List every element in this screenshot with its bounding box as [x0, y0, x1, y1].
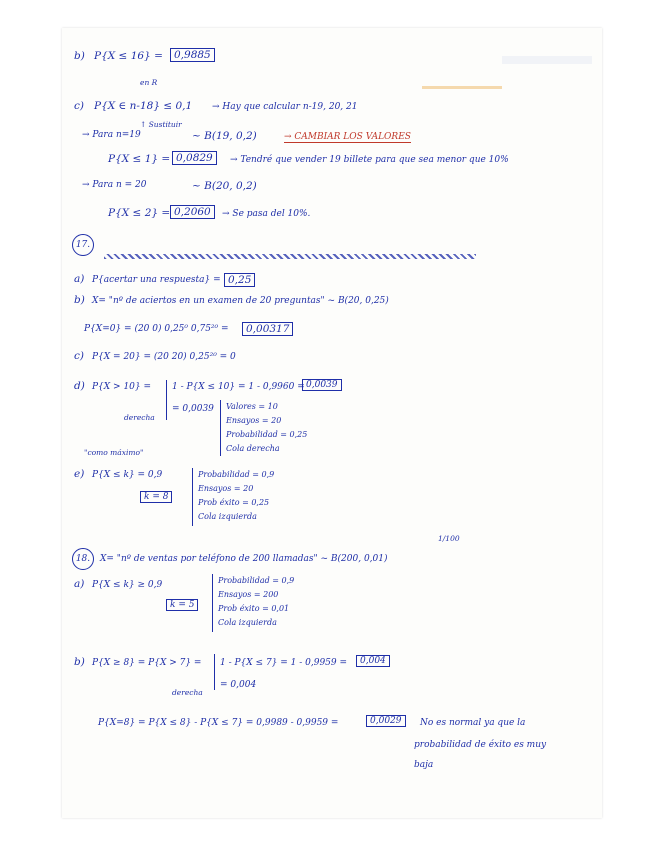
c-sustituir: ↑ Sustituir — [140, 120, 182, 129]
p17-d-quote: "como máximo" — [84, 448, 144, 457]
problem-18-number: 18. — [72, 548, 94, 570]
p17-e-prop-ensayos: Ensayos = 20 — [198, 484, 254, 493]
p18-last-answer: 0,0029 — [366, 715, 406, 727]
notebook-page — [62, 28, 602, 818]
p18-a-label: a) — [74, 578, 85, 590]
p18-a-prop-exito: Prob éxito = 0,01 — [218, 604, 290, 613]
c-equation3: P{X ≤ 2} = — [108, 207, 171, 219]
c-note3: → Se pasa del 10%. — [222, 209, 311, 219]
crossed-out-heading — [104, 254, 476, 259]
p17-d-derecha: derecha — [124, 413, 155, 422]
b-note: en R — [140, 78, 158, 87]
p17-e-prop-probabilidad: Probabilidad = 0,9 — [198, 470, 275, 479]
p18-a-props-brace — [212, 574, 213, 632]
p18-b-alt: = 0,004 — [220, 680, 257, 690]
p17-b-label: b) — [74, 294, 85, 306]
p17-e-properties — [198, 468, 274, 524]
c-arrow-note: → Hay que calcular n-19, 20, 21 — [212, 102, 358, 112]
p18-b-middle: 1 - P{X ≤ 7} = 1 - 0,9959 = — [220, 658, 348, 668]
p17-d-brace — [166, 380, 167, 420]
p17-d-alt: = 0,0039 — [172, 404, 214, 414]
p18-note-line1: No es normal ya que la — [420, 718, 526, 728]
p17-b-answer: 0,00317 — [242, 322, 293, 336]
c-line2: → Para n=19 — [82, 130, 141, 140]
c-cambiar: → CAMBIAR LOS VALORES — [284, 132, 411, 142]
p17-d-equation: P{X > 10} = — [92, 382, 152, 392]
c-answer2: 0,0829 — [172, 151, 217, 165]
c-distribution3: ~ B(20, 0,2) — [192, 180, 257, 192]
p17-d-middle: 1 - P{X ≤ 10} = 1 - 0,9960 = — [172, 382, 305, 392]
c-answer3: 0,2060 — [170, 205, 215, 219]
p18-b-label: b) — [74, 656, 85, 668]
p18-a-prop-probabilidad: Probabilidad = 0,9 — [218, 576, 295, 585]
p18-b-equation: P{X ≥ 8} = P{X > 7} = — [92, 658, 202, 668]
c-note2: → Tendré que vender 19 billete para que sea menor que 10% — [230, 155, 509, 165]
c-equation: P{X ∈ n-18} ≤ 0,1 — [94, 100, 193, 112]
p18-a-k: k = 5 — [166, 599, 198, 611]
p18-note-line3: baja — [414, 760, 434, 770]
p17-b-equation: P{X=0} = (20 0) 0,25⁰ 0,75²⁰ = — [84, 324, 229, 334]
p18-b-brace — [214, 654, 215, 690]
p18-a-prop-cola: Cola izquierda — [218, 618, 277, 627]
p17-d-answer: 0,0039 — [302, 379, 342, 391]
p18-a-equation: P{X ≤ k} ≥ 0,9 — [92, 580, 163, 590]
p17-a-equation: P{acertar una respuesta} = — [92, 275, 221, 285]
p17-e-prop-exito: Prob éxito = 0,25 — [198, 498, 270, 507]
c-label: c) — [74, 100, 84, 112]
p17-d-prop-ensayos: Ensayos = 20 — [226, 416, 282, 425]
bleed-through-text — [502, 56, 592, 64]
problem-17-number: 17. — [72, 234, 94, 256]
p17-a-answer: 0,25 — [224, 273, 255, 287]
p17-a-label: a) — [74, 273, 85, 285]
p18-b-derecha: derecha — [172, 688, 203, 697]
p17-d-prop-probabilidad: Probabilidad = 0,25 — [226, 430, 308, 439]
p17-e-equation: P{X ≤ k} = 0,9 — [92, 470, 163, 480]
c-equation2: P{X ≤ 1} = — [108, 153, 171, 165]
p17-d-properties — [226, 400, 307, 456]
p17-d-prop-cola: Cola derecha — [226, 444, 280, 453]
p17-d-props-brace — [220, 400, 221, 456]
p18-a-properties — [218, 574, 294, 630]
p17-e-k: k = 8 — [140, 491, 172, 503]
p17-b-definition: X= "nº de aciertos en un examen de 20 preguntas" ~ B(20, 0,25) — [92, 296, 389, 306]
p17-e-label: e) — [74, 468, 85, 480]
p17-e-props-brace — [192, 468, 193, 526]
p17-e-prop-cola: Cola izquierda — [198, 512, 257, 521]
p17-d-prop-valores: Valores = 10 — [226, 402, 278, 411]
b-label: b) — [74, 50, 85, 62]
p17-c-label: c) — [74, 350, 84, 362]
bleed-through-mark — [422, 86, 502, 89]
p17-d-label: d) — [74, 380, 85, 392]
b-equation: P{X ≤ 16} = — [94, 50, 163, 62]
p18-a-prop-ensayos: Ensayos = 200 — [218, 590, 279, 599]
p18-b-answer: 0,004 — [356, 655, 390, 667]
b-answer: 0,9885 — [170, 48, 215, 62]
p18-note-line2: probabilidad de éxito es muy — [414, 740, 547, 750]
p18-last-equation: P{X=8} = P{X ≤ 8} - P{X ≤ 7} = 0,9989 - 0,9959 = — [98, 718, 339, 728]
c-distribution: ~ B(19, 0,2) — [192, 130, 257, 142]
p17-c-equation: P{X = 20} = (20 20) 0,25²⁰ = 0 — [92, 352, 236, 362]
c-line3: → Para n = 20 — [82, 180, 147, 190]
p18-fraction: 1/100 — [438, 534, 460, 543]
p18-definition: X= "nº de ventas por teléfono de 200 llamadas" ~ B(200, 0,01) — [100, 554, 388, 564]
